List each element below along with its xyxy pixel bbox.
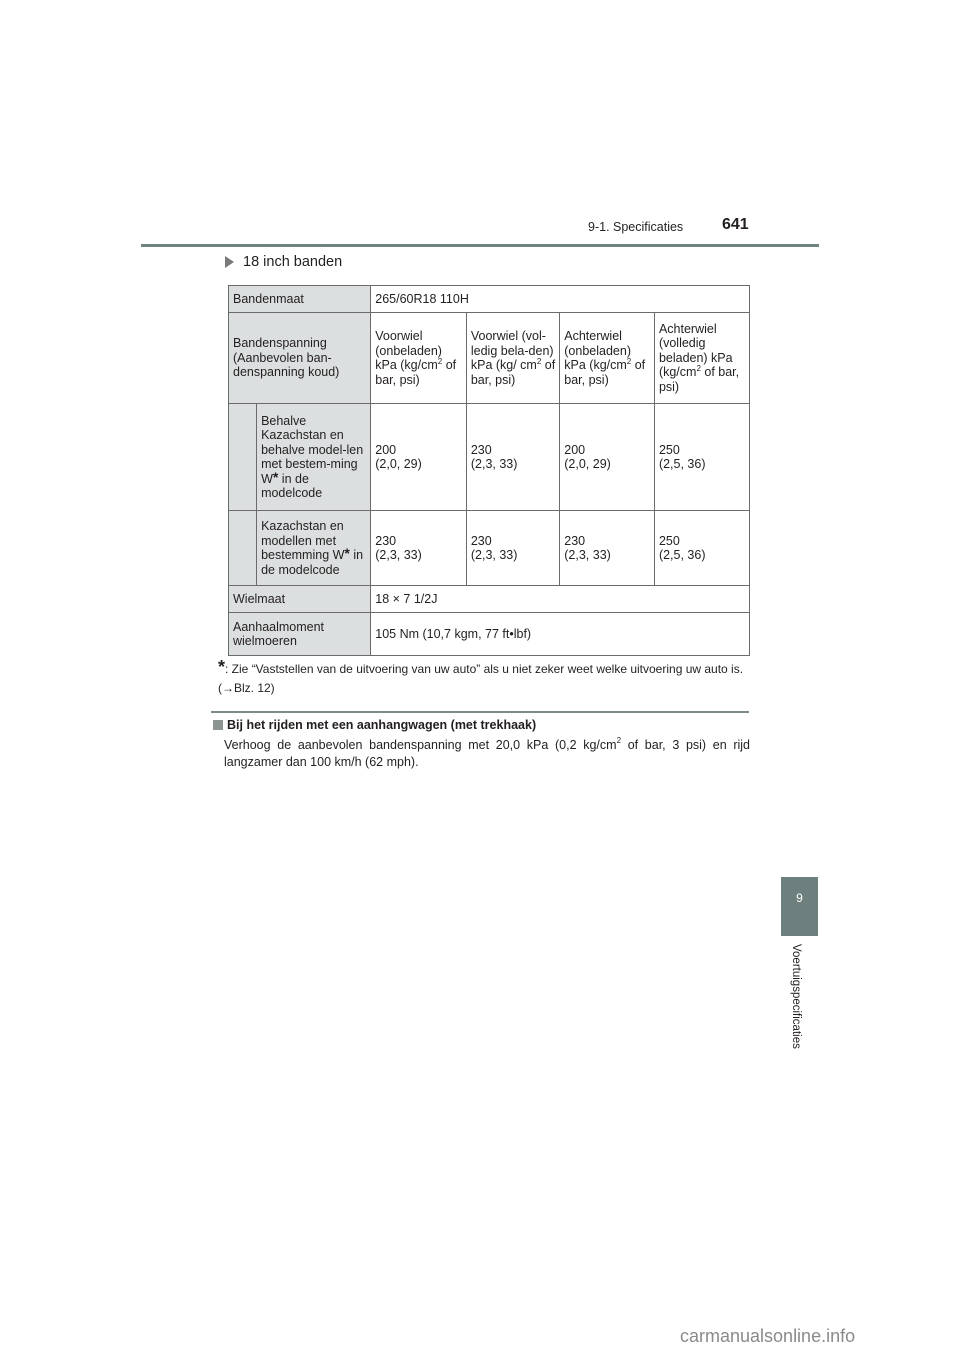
column-header: Voorwiel (vol-ledig bela-den) kPa (kg/ $cm^2$ of bar, psi) <box>466 313 559 404</box>
pressure-cell: 230 (2,3, 33) <box>371 511 467 586</box>
footnote-text: : Zie “Vaststellen van de uitvoering van uw auto” als u niet zeker weet welke uitvoering uw auto is. (→Blz. 12) <box>218 662 744 695</box>
pressure-cell: 230 (2,3, 33) <box>466 511 559 586</box>
torque-label: Aanhaalmoment wielmoeren <box>229 613 371 656</box>
page-number: 641 <box>722 216 749 233</box>
table-row <box>229 286 750 313</box>
square-bullet-icon <box>213 720 223 730</box>
pressure-cell: 230 (2,3, 33) <box>466 404 559 511</box>
pressure-cell: 200 (2,0, 29) <box>560 404 655 511</box>
row-label: Behalve Kazachstan en behalve model-len met bestem-ming W* in de modelcode <box>257 404 371 511</box>
section-body: Verhoog de aanbevolen bandenspanning met 20,0 kPa (0,2 $kg/cm^2$ of bar, 3 psi) en rijd langzamer dan 100 km/h (62 mph). <box>224 736 751 769</box>
table-row <box>229 613 750 656</box>
torque-value: 105 Nm (10,7 kgm, 77 ft•lbf) <box>371 613 750 656</box>
row-indent <box>229 511 257 586</box>
wheel-size-label: Wielmaat <box>229 586 371 613</box>
footnote-mark: * <box>218 657 226 677</box>
pressure-cell: 230 (2,3, 33) <box>560 511 655 586</box>
chapter-label: Voertuigspecificaties <box>790 944 802 1049</box>
row-label: Kazachstan en modellen met bestemming W* in de modelcode <box>257 511 371 586</box>
subheading <box>225 254 342 270</box>
subheading-text: 18 inch banden <box>243 254 343 270</box>
pressure-cell: 250 (2,5, 36) <box>654 404 749 511</box>
pressure-cell: 200 (2,0, 29) <box>371 404 467 511</box>
tire-spec-table <box>228 285 750 656</box>
tire-size-value: 265/60R18 110H <box>371 286 750 313</box>
column-header: Voorwiel (onbeladen) kPa ($kg/cm^2$ of bar, psi) <box>371 313 467 404</box>
column-header: Achterwiel (volledig beladen) kPa ($kg/cm^2$ of bar, psi) <box>654 313 749 404</box>
chapter-tab: 9 <box>781 877 818 936</box>
section-header: 9-1. Specificaties <box>588 220 684 234</box>
pressure-label: Bandenspanning (Aanbevolen ban-denspanning koud) <box>229 313 371 404</box>
watermark: carmanualsonline.info <box>680 1326 856 1346</box>
wheel-size-value: 18 × 7 1/2J <box>371 586 750 613</box>
section-title-text: Bij het rijden met een aanhangwagen (met trekhaak) <box>227 718 537 732</box>
column-header: Achterwiel (onbeladen) kPa ($kg/cm^2$ of bar, psi) <box>560 313 655 404</box>
row-indent <box>229 404 257 511</box>
triangle-bullet-icon <box>225 256 234 268</box>
tire-size-label: Bandenmaat <box>229 286 371 313</box>
footnote <box>218 657 750 698</box>
table-row <box>229 404 750 511</box>
header-rule <box>141 244 819 247</box>
section-title <box>213 718 536 732</box>
pressure-cell: 250 (2,5, 36) <box>654 511 749 586</box>
table-row <box>229 511 750 586</box>
table-row <box>229 313 750 404</box>
table-row <box>229 586 750 613</box>
section-rule <box>211 711 749 713</box>
